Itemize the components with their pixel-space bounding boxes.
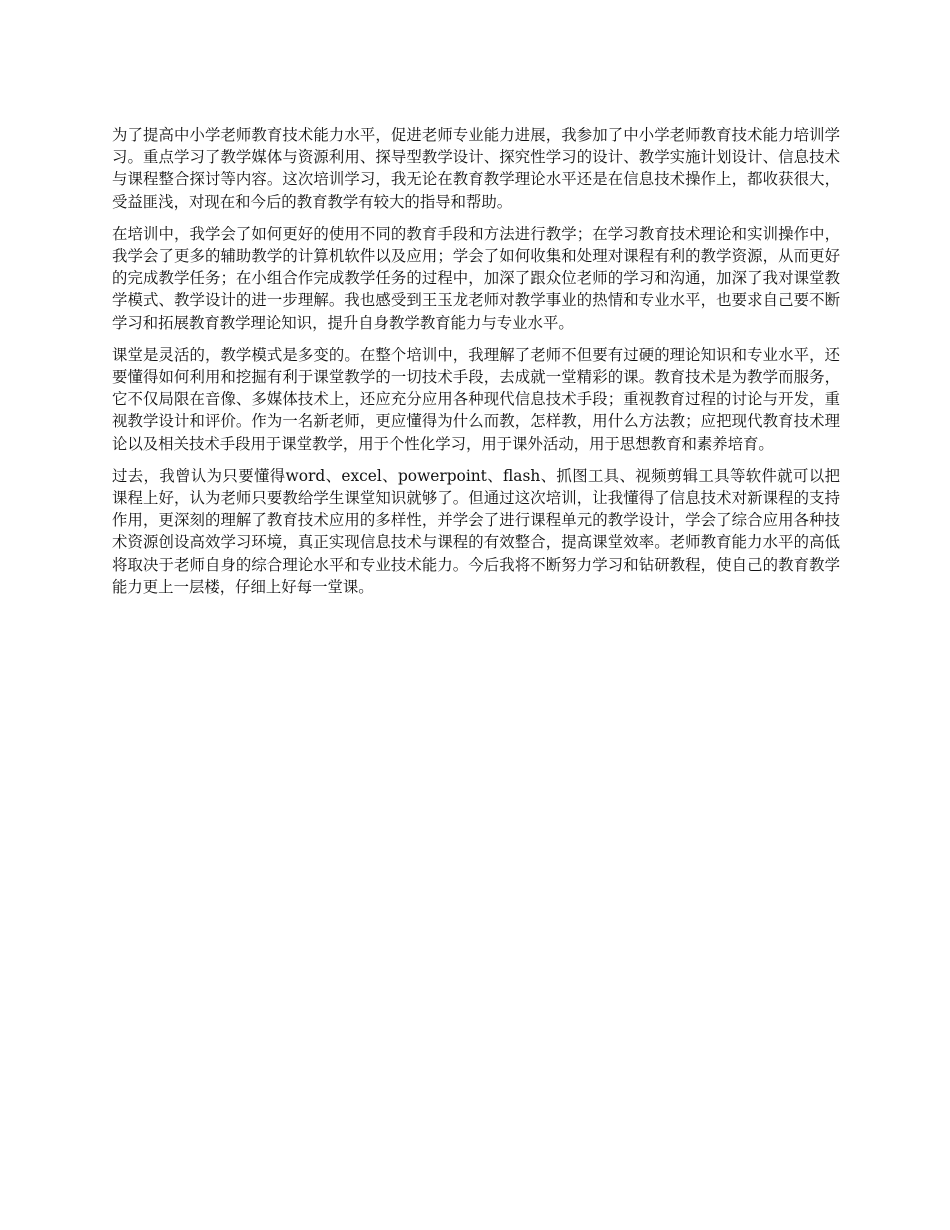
paragraph-2: 在培训中，我学会了如何更好的使用不同的教育手段和方法进行教学；在学习教育技术理论和实训操作中，我学会了更多的辅助教学的计算机软件以及应用；学会了如何收集和处理对课程有利的教学资源，从而更好的完成教学任务；在小组合作完成教学任务的过程中，加深了跟众位老师的学习和沟通，加深了我对课堂教学模式、教学设计的进一步理解。我也感受到王玉龙老师对教学事业的热情和专业水平，也要求自己要不断学习和拓展教育教学理论知识，提升自身教学教育能力与专业水平。 [112, 224, 840, 332]
document-body [112, 124, 840, 608]
paragraph-1: 为了提高中小学老师教育技术能力水平，促进老师专业能力进展，我参加了中小学老师教育技术能力培训学习。重点学习了教学媒体与资源利用、探导型教学设计、探究性学习的设计、教学实施计划设计、信息技术与课程整合探讨等内容。这次培训学习，我无论在教育教学理论水平还是在信息技术操作上，都收获很大，受益匪浅，对现在和今后的教育教学有较大的指导和帮助。 [112, 126, 840, 211]
paragraph-4: 过去，我曾认为只要懂得word、excel、powerpoint、flash、抓图工具、视频剪辑工具等软件就可以把课程上好，认为老师只要教给学生课堂知识就够了。但通过这次培训，让我懂得了信息技术对新课程的支持作用，更深刻的理解了教育技术应用的多样性，并学会了进行课程单元的教学设计，学会了综合应用各种技术资源创设高效学习环境，真正实现信息技术与课程的有效整合，提高课堂效率。老师教育能力水平的高低将取决于老师自身的综合理论水平和专业技术能力。今后我将不断努力学习和钻研教程，使自己的教育教学能力更上一层楼，仔细上好每一堂课。 [112, 466, 840, 596]
paragraph-3: 课堂是灵活的，教学模式是多变的。在整个培训中，我理解了老师不但要有过硬的理论知识和专业水平，还要懂得如何利用和挖掘有利于课堂教学的一切技术手段，去成就一堂精彩的课。教育技术是为教学而服务，它不仅局限在音像、多媒体技术上，还应充分应用各种现代信息技术手段；重视教育过程的讨论与开发，重视教学设计和评价。作为一名新老师，更应懂得为什么而教，怎样教，用什么方法教；应把现代教育技术理论以及相关技术手段用于课堂教学，用于个性化学习，用于课外活动，用于思想教育和素养培育。 [112, 345, 840, 453]
